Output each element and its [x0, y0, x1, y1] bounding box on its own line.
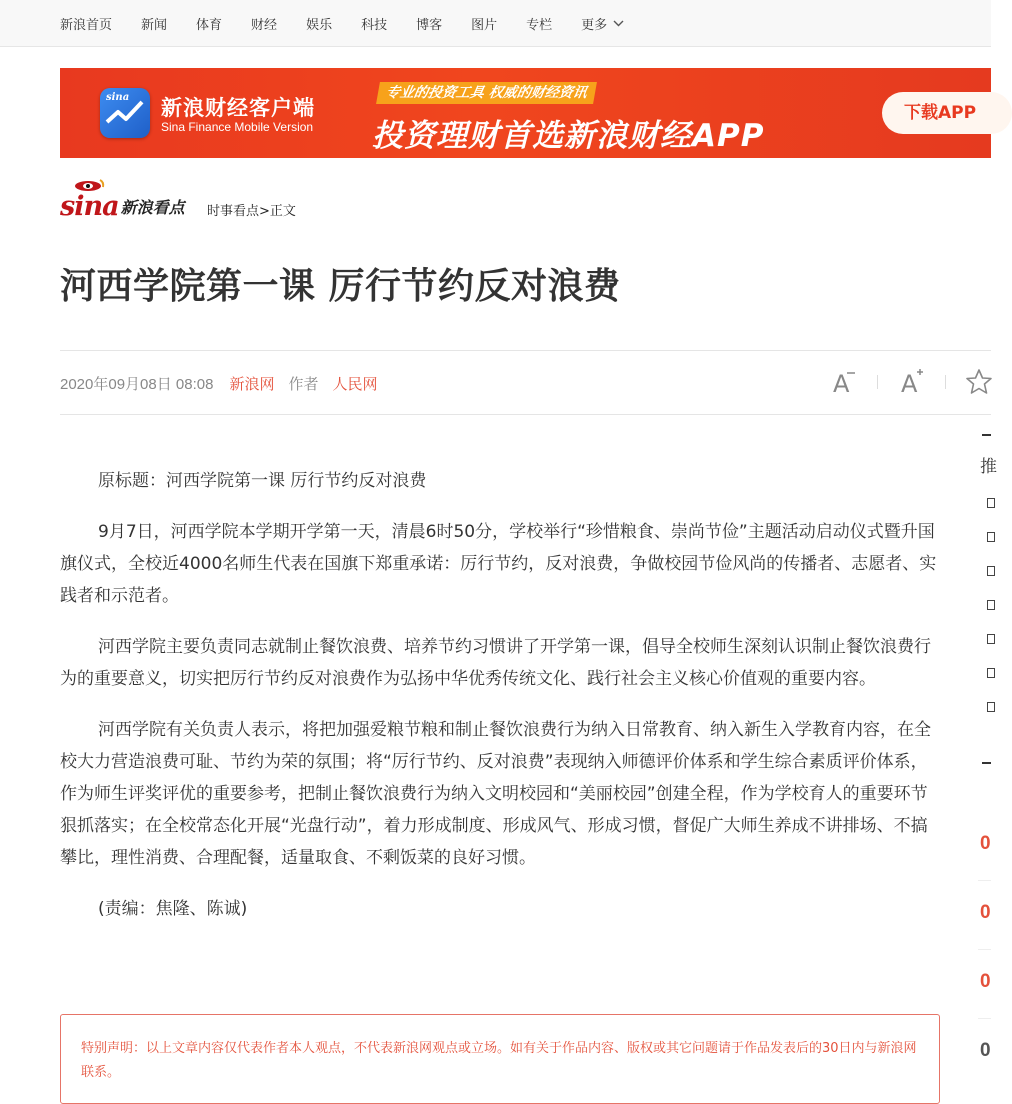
tool-separator — [877, 375, 878, 389]
nav-item-blog[interactable]: 博客 — [416, 17, 443, 33]
star-icon — [965, 368, 993, 396]
sina-eye-logo-icon — [66, 178, 106, 192]
breadcrumb-current: 正文 — [269, 204, 296, 219]
article-paragraph: 河西学院有关负责人表示，将把加强爱粮节粮和制止餐饮浪费行为纳入日常教育、纳入新生入学教育内容，在全校大力营造浪费可耻、节约为荣的氛围；将“厉行节约、反对浪费”表现纳入师德评价体系和学生综合素质评价体系，作为师生评奖评优的重要参考，把制止餐饮浪费行为纳入文明校园和“美丽校园”创建全程，作为学校育人的重要环节狠抓落实；在全校常态化开展“光盘行动”，着力形成制度、形成风气、形成习惯，督促广大师生养成不讲排场、不搞攀比，理性消费、合理配餐，适量取食、不剩饭菜的良好习惯。 — [60, 720, 931, 868]
font-increase-button[interactable] — [898, 367, 928, 401]
article-meta — [60, 373, 378, 394]
meta-divider — [60, 414, 991, 415]
ranking-number[interactable]: 0 — [980, 971, 991, 992]
sidebar-top-rule — [982, 434, 991, 436]
app-download-banner[interactable] — [60, 68, 991, 158]
nav-item-entertainment[interactable]: 娱乐 — [306, 17, 333, 33]
article-body — [60, 465, 940, 944]
tool-separator — [945, 375, 946, 389]
banner-brand-name: 新浪财经客户端 — [161, 96, 315, 120]
logo-channel-name: 新浪看点 — [120, 198, 185, 217]
right-sidebar — [978, 420, 997, 1092]
nav-item-home[interactable]: 新浪首页 — [60, 17, 113, 33]
banner-slogan-tag: 专业的投资工具 权威的财经资讯 — [376, 82, 597, 104]
top-nav — [0, 0, 991, 47]
author-link[interactable]: 人民网 — [332, 375, 378, 393]
breadcrumb — [207, 200, 296, 219]
chevron-down-icon — [613, 20, 624, 27]
sidebar-section-rule — [982, 762, 991, 764]
ranking-number[interactable]: 0 — [980, 1040, 991, 1061]
download-app-button[interactable]: 下载APP — [882, 92, 1012, 134]
sidebar-link-bullet[interactable] — [987, 498, 995, 508]
nav-item-sports[interactable]: 体育 — [196, 17, 223, 33]
sidebar-link-bullet[interactable] — [987, 600, 995, 610]
nav-more-menu[interactable] — [581, 14, 624, 33]
sidebar-link-bullet[interactable] — [987, 668, 995, 678]
sidebar-divider — [978, 880, 991, 881]
sidebar-link-bullet[interactable] — [987, 634, 995, 644]
publish-date: 2020年09月08日 08:08 — [60, 376, 214, 393]
sidebar-link-bullet[interactable] — [987, 702, 995, 712]
nav-item-photos[interactable]: 图片 — [471, 17, 498, 33]
ranking-number[interactable]: 0 — [980, 902, 991, 923]
article-paragraph: 9月7日，河西学院本学期开学第一天，清晨6时50分，学校举行“珍惜粮食、崇尚节俭”主题活动启动仪式暨升国旗仪式，全校近4000名师生代表在国旗下郑重承诺：厉行节约，反对浪费，争做校园节俭风尚的传播者、志愿者、实践者和示范者。 — [60, 522, 937, 606]
font-smaller-icon — [830, 367, 860, 397]
breadcrumb-separator: > — [259, 204, 270, 219]
banner-brand-english: Sina Finance Mobile Version — [161, 120, 314, 134]
ranking-number[interactable]: 0 — [980, 833, 991, 854]
article-title: 河西学院第一课 厉行节约反对浪费 — [60, 266, 621, 307]
favorite-button[interactable] — [965, 368, 993, 400]
nav-more-label: 更多 — [581, 17, 608, 33]
nav-item-news[interactable]: 新闻 — [141, 17, 168, 33]
font-larger-glyph: A — [901, 370, 918, 398]
nav-item-columns[interactable]: 专栏 — [526, 17, 553, 33]
title-divider — [60, 350, 991, 351]
top-nav-items — [60, 0, 653, 46]
sina-kandian-logo[interactable] — [60, 180, 185, 222]
sidebar-heading: 推 — [980, 457, 997, 477]
source-link[interactable]: 新浪网 — [229, 375, 275, 393]
nav-item-finance[interactable]: 财经 — [251, 17, 278, 33]
sidebar-divider — [978, 949, 991, 950]
logo-sina-word: sina — [60, 191, 119, 222]
font-larger-icon — [898, 367, 928, 397]
article-paragraph: 河西学院主要负责同志就制止餐饮浪费、培养节约习惯讲了开学第一课，倡导全校师生深刻认识制止餐饮浪费行为的重要意义，切实把厉行节约反对浪费作为弘扬中华优秀传统文化、践行社会主义核心价值观的重要内容。 — [60, 637, 931, 689]
app-icon-label: sina — [106, 92, 130, 103]
font-smaller-glyph: A — [833, 370, 850, 398]
sidebar-divider — [978, 1018, 991, 1019]
sina-finance-app-icon — [100, 88, 150, 138]
banner-slogan: 投资理财首选新浪财经APP — [372, 118, 765, 154]
sidebar-link-bullet[interactable] — [987, 532, 995, 542]
author-label: 作者 — [288, 375, 319, 393]
sidebar-link-bullet[interactable] — [987, 566, 995, 576]
breadcrumb-section[interactable]: 时事看点 — [207, 204, 260, 219]
disclaimer-notice: 特别声明：以上文章内容仅代表作者本人观点，不代表新浪网观点或立场。如有关于作品内容、版权或其它问题请于作品发表后的30日内与新浪网联系。 — [60, 1014, 940, 1104]
chart-line-icon — [100, 88, 150, 138]
editor-credit: (责编：焦隆、陈诚) — [98, 899, 248, 919]
nav-item-tech[interactable]: 科技 — [361, 17, 388, 33]
article-paragraph: 原标题：河西学院第一课 厉行节约反对浪费 — [98, 471, 427, 491]
font-decrease-button[interactable] — [830, 367, 860, 401]
